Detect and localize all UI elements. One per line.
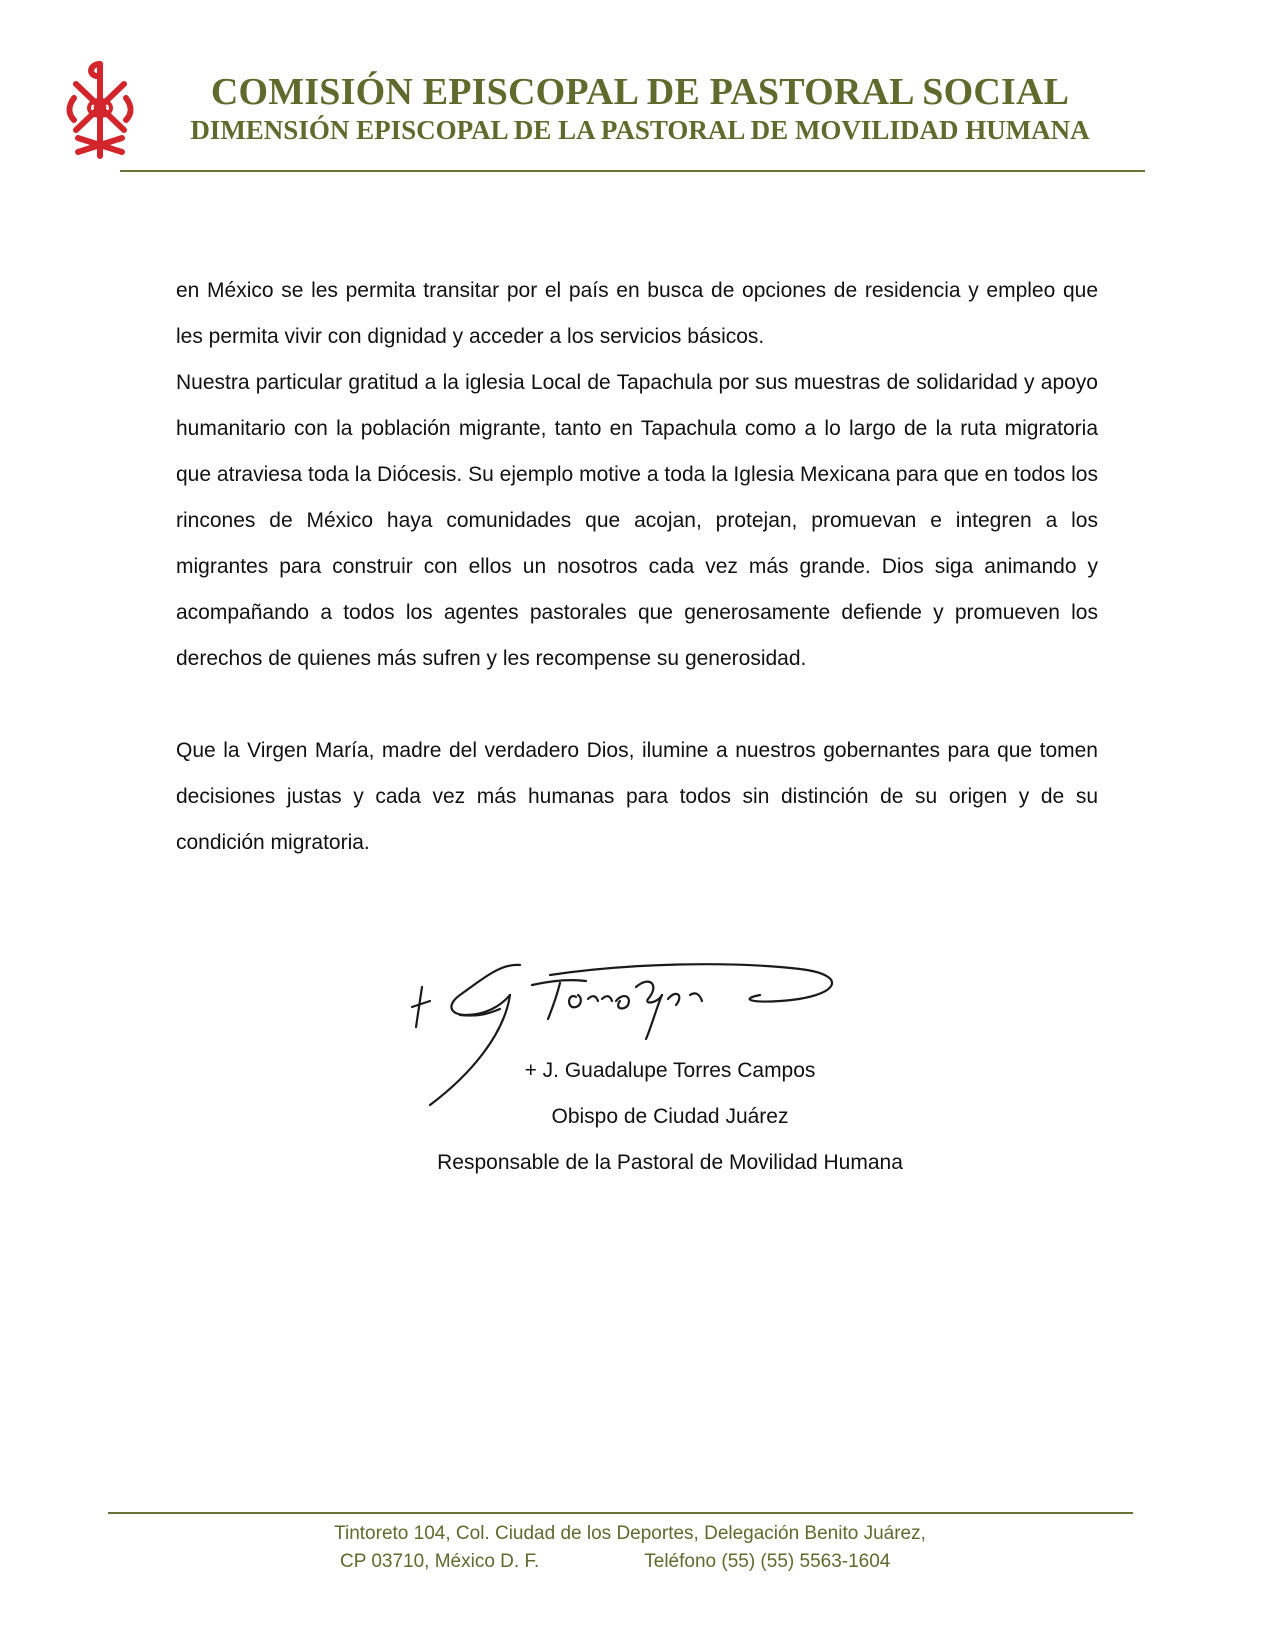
footer — [200, 1520, 1060, 1576]
paragraph-3: Que la Virgen María, madre del verdadero Dios, ilumine a nuestros gobernantes para que tomen decisiones justas y cada vez más humanas para todos sin distinción de su origen y de su condición migratoria. — [176, 739, 1098, 854]
paragraph-2: Nuestra particular gratitud a la iglesia Local de Tapachula por sus muestras de solidaridad y apoyo humanitario con la población migrante, tanto en Tapachula como a lo largo de la ruta migratoria que atraviesa toda la Diócesis. Su ejemplo motive a toda la Iglesia Mexicana para que en todos los rincones de México haya comunidades que acojan, protejan, promuevan e integren a los migrantes para construir con ellos un nosotros cada vez más grande. Dios siga animando y acompañando a todos los agentes pastorales que generosamente defiende y promueven los derechos de quienes más sufren y les recompense su generosidad. — [176, 371, 1098, 670]
footer-postal: CP 03710, México D. F. — [340, 1551, 540, 1572]
paragraph-1: en México se les permita transitar por el país en busca de opciones de residencia y empleo que les permita vivir con dignidad y acceder a los servicios básicos. — [176, 279, 1098, 348]
signer-block — [300, 1048, 1040, 1186]
footer-phone: Teléfono (55) (55) 5563-1604 — [644, 1551, 891, 1572]
organization-name: COMISIÓN EPISCOPAL DE PASTORAL SOCIAL — [210, 71, 1070, 113]
episcopal-logo-icon — [64, 58, 136, 162]
footer-divider — [108, 1512, 1133, 1514]
header-divider — [120, 170, 1145, 172]
signer-role: Responsable de la Pastoral de Movilidad Humana — [437, 1151, 903, 1174]
signer-name: + J. Guadalupe Torres Campos — [524, 1059, 816, 1082]
organization-header — [140, 70, 1140, 146]
signer-title: Obispo de Ciudad Juárez — [551, 1105, 789, 1128]
letter-body — [176, 268, 1098, 866]
dimension-name: DIMENSIÓN EPISCOPAL DE LA PASTORAL DE MOVILIDAD HUMANA — [190, 115, 1090, 145]
footer-address: Tintoreto 104, Col. Ciudad de los Deportes, Delegación Benito Juárez, — [334, 1523, 926, 1544]
